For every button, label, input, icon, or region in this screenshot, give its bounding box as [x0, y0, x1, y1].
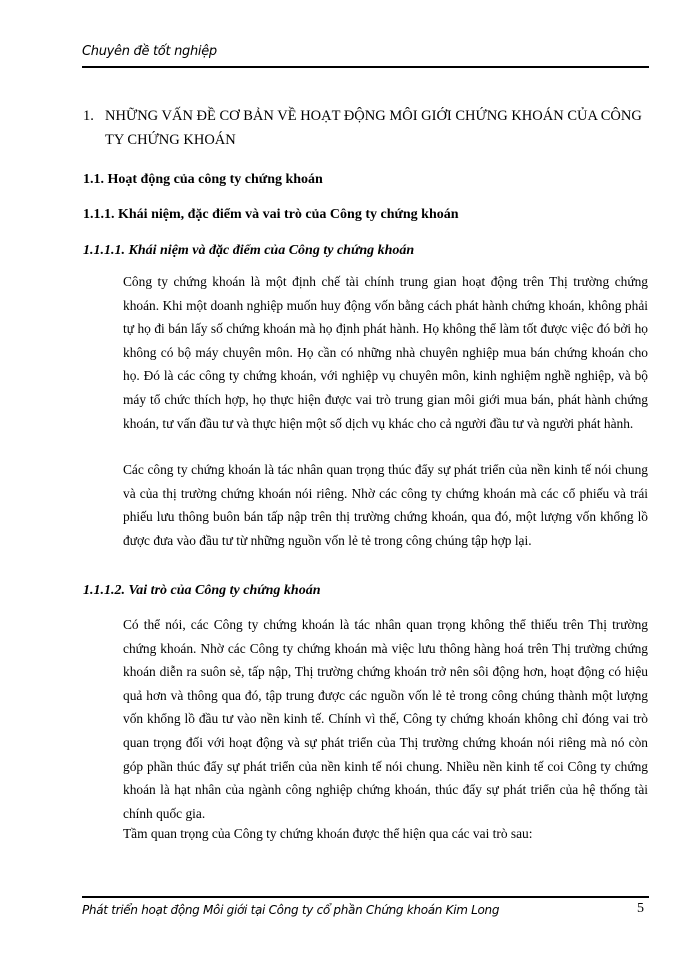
chapter-number: 1.: [83, 108, 94, 124]
page-number: 5: [637, 901, 644, 916]
header-divider: [82, 66, 649, 68]
paragraph-role: Có thể nói, các Công ty chứng khoán là tác nhân quan trọng không thể thiếu trên Thị trường chứng khoán. Nhờ các Công ty chứng khoán mà việc lưu thông hàng hoá trên Thị trường chứng khoán diễn ra suôn sẻ, tấp nập, Thị trường chứng khoán trở nên sôi động hơn, hoạt động có hiệu quả hơn và thông qua đó, tập trung được các nguồn vốn lẻ tẻ trong công chúng thành một lượng vốn khổng lồ đầu tư vào nền kinh tế. Chính vì thế, Công ty chứng khoán không chỉ đóng vai trò quan trọng đối với hoạt động và sự phát triển của Thị trường chứng khoán nói riêng mà nó còn góp phần thúc đẩy sự phát triển của nền kinh tế nói chung. Nhiều nền kinh tế coi Công ty chứng khoán là hạt nhân của ngành công nghiệp chứng khoán, thúc đẩy sự phát triển của hệ thống tài chính quốc gia.: [123, 617, 648, 821]
section-heading-1-1-1-1: 1.1.1.1. Khái niệm và đặc điểm của Công ty chứng khoán: [83, 243, 415, 258]
section-heading-1-1-1: 1.1.1. Khái niệm, đặc điểm và vai trò của Công ty chứng khoán: [83, 207, 459, 222]
section-heading-1-1: 1.1. Hoạt động của công ty chứng khoán: [83, 172, 323, 187]
paragraph-definition: Công ty chứng khoán là một định chế tài chính trung gian hoạt động trên Thị trường chứng khoán. Khi một doanh nghiệp muốn huy động vốn bằng cách phát hành chứng khoán, không phải tự họ đi bán lấy số chứng khoán mà họ định phát hành. Họ không thể làm tốt được việc đó bởi họ không có bộ máy chuyên môn. Họ cần có những nhà chuyên nghiệp mua bán chứng khoán cho họ. Đó là các công ty chứng khoán, với nghiệp vụ chuyên môn, kinh nghiệm nghề nghiệp, và bộ máy tổ chức thích hợp, họ thực hiện được vai trò trung gian môi giới mua bán, phát hành chứng khoán, tư vấn đầu tư và thực hiện một số dịch vụ khác cho cả người đầu tư và người phát hành.: [123, 274, 648, 431]
chapter-title: NHỮNG VẤN ĐỀ CƠ BẢN VỀ HOẠT ĐỘNG MÔI GIỚI CHỨNG KHOÁN CỦA CÔNG TY CHỨNG KHOÁN: [105, 108, 642, 148]
chapter-heading: [83, 104, 649, 152]
running-header: Chuyên đề tốt nghiệp: [82, 44, 217, 59]
paragraph-role-intro: Tầm quan trọng của Công ty chứng khoán được thể hiện qua các vai trò sau:: [123, 826, 533, 841]
section-heading-1-1-1-2: 1.1.1.2. Vai trò của Công ty chứng khoán: [83, 583, 321, 598]
running-footer: Phát triển hoạt động Môi giới tại Công ty cổ phần Chứng khoán Kim Long: [82, 903, 500, 917]
footer-divider: [82, 896, 649, 898]
paragraph-importance: Các công ty chứng khoán là tác nhân quan trọng thúc đẩy sự phát triển của nền kinh tế nói chung và của thị trường chứng khoán nói riêng. Nhờ các công ty chứng khoán mà các cổ phiếu và trái phiếu lưu thông buôn bán tấp nập trên thị trường chứng khoán, qua đó, một lượng vốn khổng lồ được đưa vào đầu tư từ những nguồn vốn lẻ tẻ trong công chúng tập hợp lại.: [123, 462, 648, 548]
